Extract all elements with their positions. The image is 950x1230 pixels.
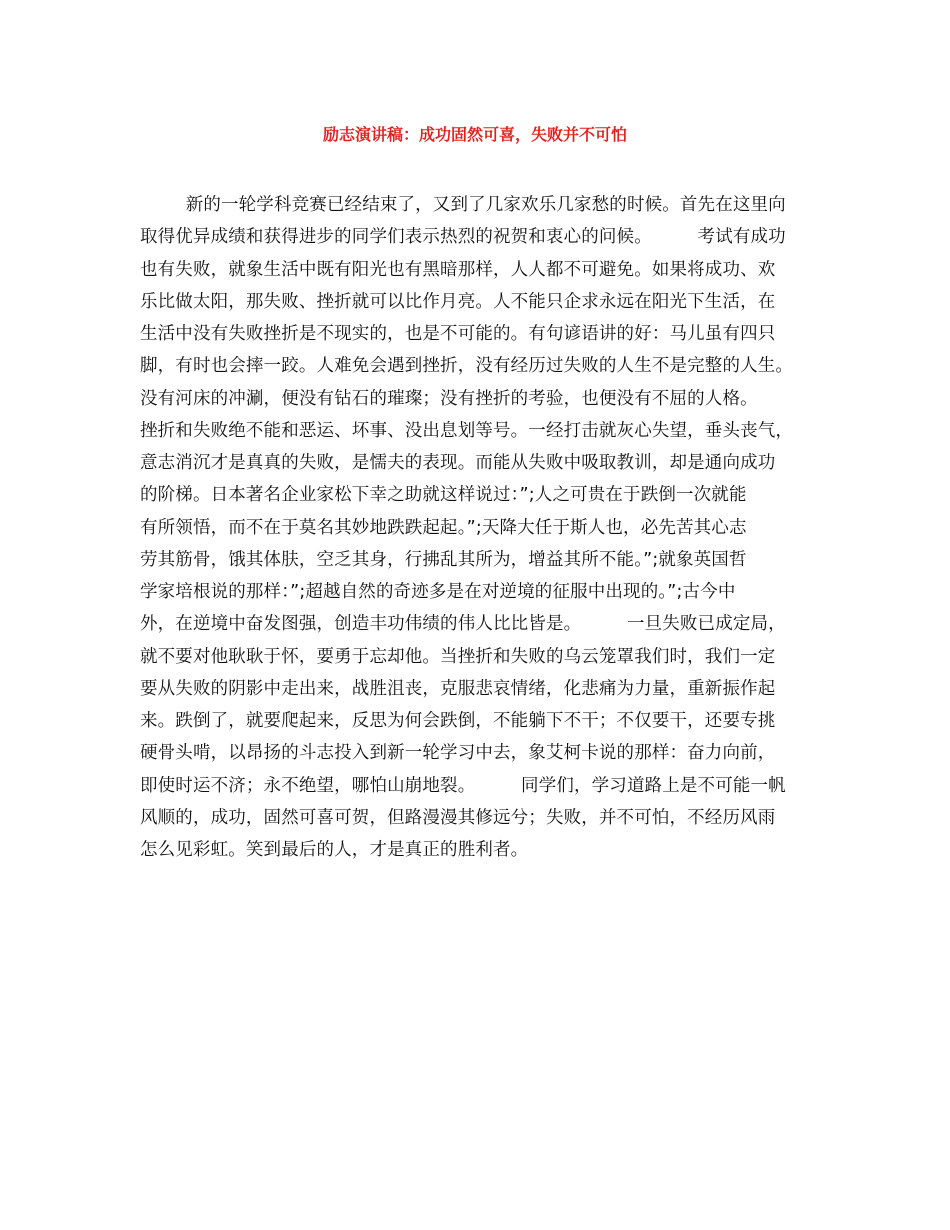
paragraph-line: 即使时运不济；永不绝望，哪怕山崩地裂。 同学们，学习道路上是不可能一帆 — [140, 775, 786, 796]
paragraph-line: 学家培根说的那样：”;超越自然的奇迹多是在对逆境的征服中出现的。”;古今中 — [140, 582, 736, 602]
paragraph-line: 来。跌倒了，就要爬起来，反思为何会跌倒，不能躺下不干；不仅要干，还要专挑 — [140, 711, 776, 731]
paragraph-line: 硬骨头啃，以昂扬的斗志投入到新一轮学习中去，象艾柯卡说的那样：奋力向前， — [140, 743, 776, 764]
paragraph-line: 取得优异成绩和获得进步的同学们表示热烈的祝贺和衷心的问候。 考试有成功 — [140, 227, 786, 248]
document-body — [140, 189, 820, 866]
paragraph-line: 有所领悟，而不在于莫名其妙地跌跌起起。”;天降大任于斯人也，必先苦其心志 — [140, 517, 747, 538]
document-title: 励志演讲稿：成功固然可喜，失败并不可怕 — [322, 125, 627, 144]
paragraph-line: 就不要对他耿耿于怀，要勇于忘却他。当挫折和失败的乌云笼罩我们时，我们一定 — [140, 646, 776, 667]
paragraph-line: 的阶梯。日本著名企业家松下幸之助就这样说过：”;人之可贵在于跌倒一次就能 — [140, 485, 747, 506]
paragraph-line: 劳其筋骨，饿其体肤，空乏其身，行拂乱其所为，增益其所不能。”;就象英国哲 — [140, 549, 747, 570]
paragraph-line: 风顺的，成功，固然可喜可贺，但路漫漫其修远兮；失败，并不可怕，不经历风雨 — [140, 807, 776, 828]
paragraph-line: 外，在逆境中奋发图强，创造丰功伟绩的伟人比比皆是。 一旦失败已成定局， — [140, 614, 786, 635]
paragraph-line: 要从失败的阴影中走出来，战胜沮丧，克服悲哀情绪，化悲痛为力量，重新振作起 — [140, 678, 776, 699]
paragraph-line: 也有失败，就象生活中既有阳光也有黑暗那样，人人都不可避免。如果将成功、欢 — [140, 259, 776, 280]
paragraph-line: 怎么见彩虹。笑到最后的人，才是真正的胜利者。 — [140, 840, 529, 860]
paragraph-line: 生活中没有失败挫折是不现实的，也是不可能的。有句谚语讲的好：马儿虽有四只 — [140, 324, 776, 344]
paragraph-line: 新的一轮学科竞赛已经结束了，又到了几家欢乐几家愁的时候。首先在这里向 — [140, 195, 786, 215]
paragraph-line: 挫折和失败绝不能和恶运、坏事、没出息划等号。一经打击就灰心失望，垂头丧气， — [140, 420, 794, 441]
paragraph-line: 乐比做太阳，那失败、挫折就可以比作月亮。人不能只企求永远在阳光下生活，在 — [140, 291, 776, 312]
paragraph-line: 意志消沉才是真真的失败，是懦夫的表现。而能从失败中吸取教训，却是通向成功 — [140, 453, 776, 473]
paragraph-line: 脚，有时也会摔一跤。人难免会遇到挫折，没有经历过失败的人生不是完整的人生。 — [140, 356, 794, 377]
paragraph-line: 没有河床的冲涮，便没有钻石的璀璨；没有挫折的考验，也便没有不屈的人格。 — [140, 388, 758, 409]
